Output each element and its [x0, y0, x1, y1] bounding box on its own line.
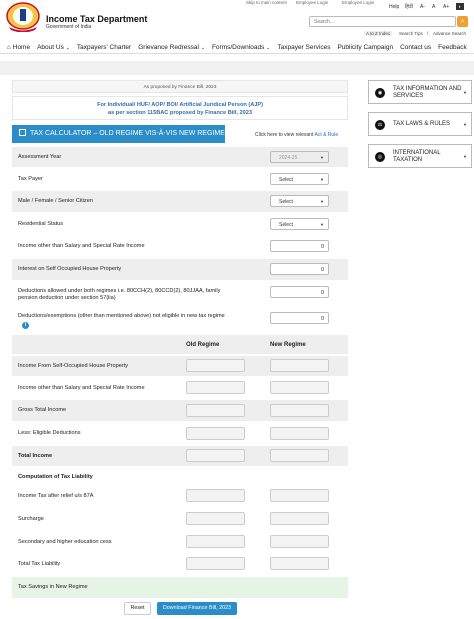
- new-regime-value: [270, 381, 329, 394]
- tax-payer-select[interactable]: Select ▼: [270, 173, 329, 185]
- info-icon[interactable]: i: [22, 322, 29, 329]
- download-finance-bill-button[interactable]: Download Finance Bill, 2023: [157, 602, 237, 615]
- site-subtitle: Government of India: [46, 24, 92, 30]
- chevron-down-icon: ⌄: [65, 44, 70, 51]
- category-row: Male / Female / Senior Citizen Select ▼: [12, 191, 348, 212]
- comparison-row: Gross Total Income: [12, 400, 348, 421]
- comparison-row: Less: Eligible Deductions: [12, 423, 348, 444]
- search-tips-link[interactable]: Search Tips: [399, 31, 423, 36]
- skip-link[interactable]: Skip to main content: [246, 0, 287, 5]
- search-icon[interactable]: ⌕: [457, 16, 468, 27]
- chevron-down-icon: ▼: [320, 222, 324, 227]
- help-link[interactable]: Help: [389, 4, 400, 10]
- new-regime-value: [270, 535, 329, 548]
- other-income-row: Income other than Salary and Special Rate Income 0: [12, 237, 348, 257]
- nav-about[interactable]: About Us ⌄: [37, 43, 70, 51]
- nav-home[interactable]: ⌂ Home: [7, 43, 31, 51]
- font-large-button[interactable]: A+: [443, 4, 450, 10]
- liability-row: Surcharge: [12, 509, 348, 529]
- comparison-row: Total Income: [12, 446, 348, 466]
- new-regime-value: [270, 449, 329, 462]
- liability-heading-row: [12, 468, 348, 484]
- ajp-heading: For Individual/ HUF/ AOP/ BOI/ Artificial Juridical Person (AJP) as per section 115BAC proposed by Finance Bill, 2023: [12, 96, 348, 120]
- old-regime-value: [186, 381, 245, 394]
- liability-row: Total Tax Liability: [12, 554, 348, 574]
- exemptions-row: Deductions/exemptions (other than mentioned above) not eligible in new tax regime i 0: [12, 306, 348, 332]
- calculator-icon: [19, 129, 26, 136]
- nav-taxpayer-services[interactable]: Taxpayer Services: [277, 43, 331, 51]
- nav-forms[interactable]: Forms/Downloads ⌄: [211, 43, 271, 51]
- new-regime-heading: New Regime: [270, 342, 306, 348]
- comparison-row: Income other than Salary and Special Rate Income: [12, 378, 348, 398]
- chevron-down-icon: ⌄: [266, 44, 271, 51]
- chevron-down-icon: ▼: [463, 154, 467, 159]
- tax-savings-row: Tax Savings in New Regime: [12, 577, 348, 598]
- font-small-button[interactable]: A-: [420, 4, 425, 10]
- deductions-input[interactable]: 0: [270, 286, 329, 298]
- chevron-down-icon: ▼: [320, 155, 324, 160]
- assessment-year-row: Assessment Year 2024-25 ▼: [12, 147, 348, 167]
- nav-grievance[interactable]: Grievance Redressal ⌄: [138, 43, 205, 51]
- liability-heading: Computation of Tax Liability: [18, 474, 93, 480]
- a-to-z-link[interactable]: A to Z Index: [366, 31, 391, 36]
- old-regime-value: [186, 535, 245, 548]
- new-regime-value: [270, 427, 329, 440]
- main-nav: [0, 41, 474, 54]
- old-regime-value: [186, 449, 245, 462]
- contrast-toggle[interactable]: ◐: [456, 3, 464, 10]
- calculator-title: TAX CALCULATOR – OLD REGIME VIS-À-VIS NEW REGIME: [12, 125, 225, 143]
- font-normal-button[interactable]: A: [432, 4, 436, 10]
- interest-input[interactable]: 0: [270, 263, 329, 275]
- sidebar-item-tax-information[interactable]: ◉ TAX INFORMATION AND SERVICES ▼: [368, 80, 472, 104]
- act-rule-link[interactable]: Click here to view relevant Act & Rule: [255, 132, 339, 138]
- comparison-row: Income From Self-Occupied House Property: [12, 356, 348, 376]
- old-regime-value: [186, 557, 245, 570]
- old-regime-value: [186, 404, 245, 417]
- chevron-down-icon: ▼: [463, 122, 467, 127]
- other-income-input[interactable]: 0: [270, 240, 329, 252]
- employee-login-link[interactable]: Employee Login: [296, 0, 329, 5]
- liability-row: Income Tax after relief u/s 87A: [12, 486, 348, 506]
- employee-login-link-2[interactable]: Employee Login: [342, 0, 375, 5]
- exemptions-input[interactable]: 0: [270, 312, 329, 324]
- new-regime-value: [270, 489, 329, 502]
- emblem-logo[interactable]: [5, 2, 41, 32]
- residential-select[interactable]: Select ▼: [270, 218, 329, 230]
- sidebar-item-tax-laws[interactable]: ⚖ TAX LAWS & RULES ▼: [368, 112, 472, 136]
- advance-search-link[interactable]: Advance Search: [433, 31, 467, 36]
- comparison-header: [12, 335, 348, 354]
- home-icon: ⌂: [7, 43, 11, 51]
- chevron-down-icon: ▼: [320, 199, 324, 204]
- assessment-year-select: 2024-25 ▼: [270, 151, 329, 163]
- calculator-panel: [12, 80, 348, 611]
- interest-row: Interest on Self Occupied House Property 0: [12, 259, 348, 280]
- search-input[interactable]: [309, 16, 456, 27]
- gavel-icon: ⚖: [375, 120, 385, 130]
- nav-publicity[interactable]: Publicity Campaign: [337, 43, 394, 51]
- old-regime-value: [186, 359, 245, 372]
- new-regime-value: [270, 557, 329, 570]
- nav-charter[interactable]: Taxpayers' Charter: [76, 43, 132, 51]
- reset-button[interactable]: Reset: [124, 602, 151, 615]
- language-link[interactable]: हिंदी: [405, 4, 413, 10]
- nav-feedback[interactable]: Feedback: [438, 43, 467, 51]
- residential-row: Residential Status Select ▼: [12, 214, 348, 235]
- finance-note: As proposed by Finance Bill, 2023: [12, 80, 348, 93]
- tax-payer-row: Tax Payer Select ▼: [12, 169, 348, 189]
- new-regime-value: [270, 404, 329, 417]
- category-select[interactable]: Select ▼: [270, 195, 329, 207]
- chevron-down-icon: ▼: [320, 177, 324, 182]
- site-title[interactable]: Income Tax Department: [46, 14, 148, 24]
- globe-icon: ◎: [375, 152, 385, 162]
- services-icon: ◉: [375, 88, 385, 98]
- old-regime-heading: Old Regime: [186, 342, 220, 348]
- old-regime-value: [186, 427, 245, 440]
- deductions-row: Deductions allowed under both regimes i.e. 80CCH(2), 80CCD(2), 80JJAA, family pension deduction under section 57(iia) 0: [12, 282, 348, 304]
- sublink-separator: /: [427, 31, 429, 36]
- liability-row: Secondary and higher education cess: [12, 532, 348, 552]
- new-regime-value: [270, 359, 329, 372]
- chevron-down-icon: ▼: [463, 90, 467, 95]
- chevron-down-icon: ⌄: [200, 44, 205, 51]
- breadcrumb-band: [0, 61, 474, 75]
- nav-contact[interactable]: Contact us: [400, 43, 432, 51]
- old-regime-value: [186, 512, 245, 525]
- sidebar-item-international-taxation[interactable]: ◎ INTERNATIONAL TAXATION ▼: [368, 144, 472, 168]
- header: [0, 0, 474, 42]
- new-regime-value: [270, 512, 329, 525]
- old-regime-value: [186, 489, 245, 502]
